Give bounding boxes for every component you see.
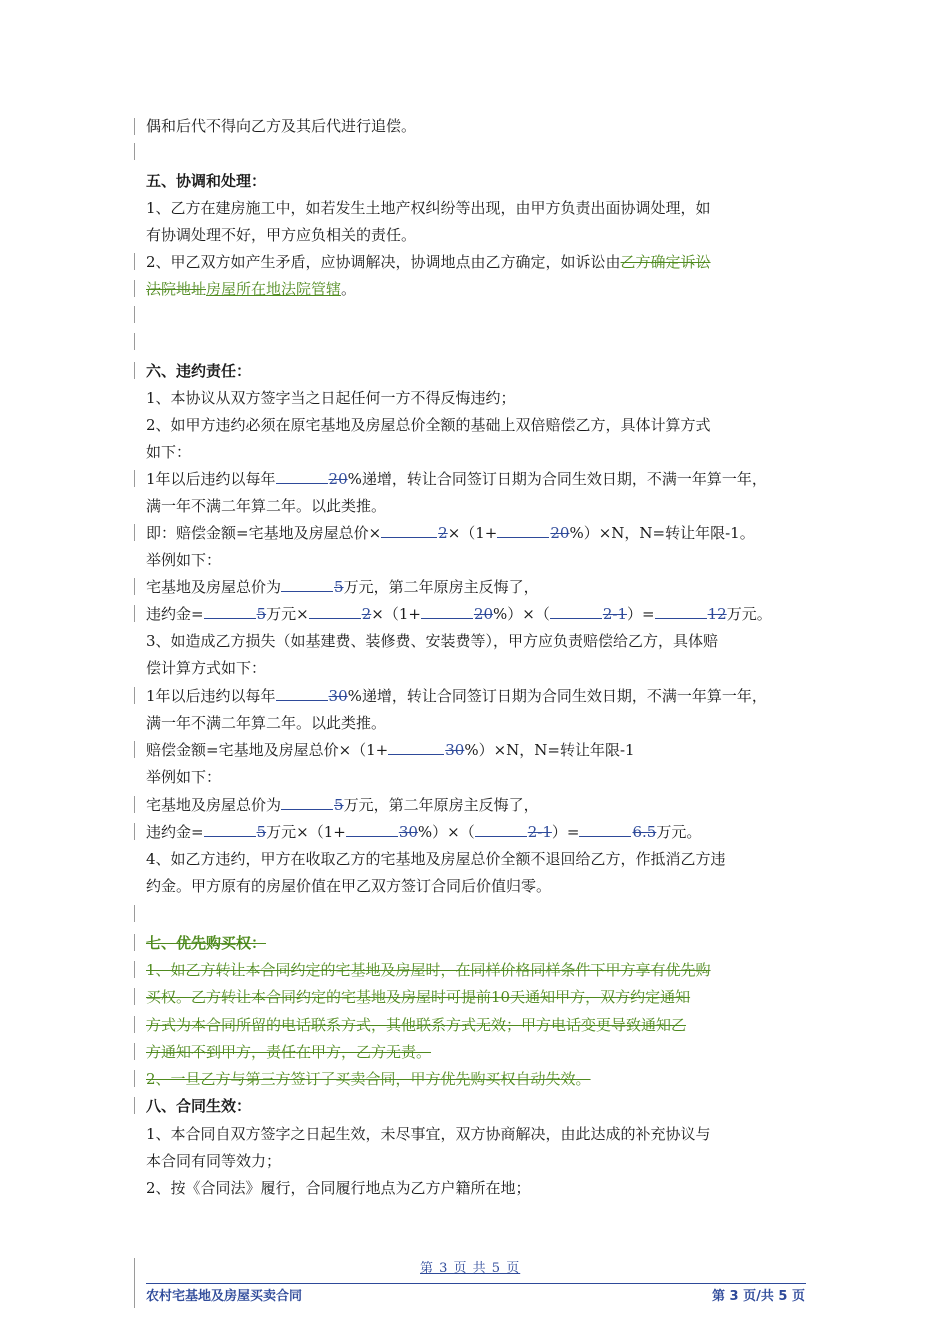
blank-value: 5 bbox=[334, 796, 344, 814]
fill-blank bbox=[276, 686, 328, 701]
change-bar bbox=[134, 687, 135, 704]
footer-page-count: 第 3 页/共 5 页 bbox=[712, 1289, 805, 1304]
text-line: 偶和后代不得向乙方及其后代进行追偿。 bbox=[146, 117, 417, 135]
text-line: 1、本合同自双方签字之日起生效，未尽事宜，双方协商解决，由此达成的补充协议与 bbox=[146, 1125, 711, 1143]
text-span: 2、甲乙双方如产生矛盾，应协调解决，协调地点由乙方确定，如诉讼由 bbox=[146, 253, 621, 271]
text-line bbox=[146, 740, 635, 760]
text-line: 有协调处理不好，甲方应负相关的责任。 bbox=[146, 226, 417, 244]
change-bar bbox=[134, 524, 135, 541]
change-bar bbox=[134, 961, 135, 978]
text-span: 万元×（1+ bbox=[266, 823, 346, 841]
change-bar bbox=[134, 1097, 135, 1114]
blank-value: 30 bbox=[328, 687, 348, 705]
text-line: 2、如甲方违约必须在原宅基地及房屋总价全额的基础上双倍赔偿乙方，具体计算方式 bbox=[146, 416, 711, 434]
fill-blank bbox=[281, 577, 333, 592]
text-span: 万元，第二年原房主反悔了， bbox=[343, 578, 539, 596]
change-bar bbox=[134, 143, 135, 160]
text-span: %）×N，N=转让年限-1。 bbox=[569, 524, 755, 542]
text-span: %）×N，N=转让年限-1 bbox=[464, 741, 635, 759]
change-bar bbox=[134, 578, 135, 595]
section-heading-8: 八、合同生效： bbox=[146, 1097, 252, 1115]
fill-blank bbox=[281, 795, 333, 810]
text-line: 3、如造成乙方损失（如基建费、装修费、安装费等），甲方应负责赔偿给乙方，具体赔 bbox=[146, 632, 719, 650]
fill-blank bbox=[655, 604, 707, 619]
blank-value: 2 bbox=[438, 524, 448, 542]
change-bar bbox=[134, 253, 135, 270]
text-line bbox=[146, 469, 767, 489]
text-span: 宅基地及房屋总价为 bbox=[146, 578, 282, 596]
fill-blank bbox=[309, 604, 361, 619]
fill-blank bbox=[579, 822, 631, 837]
change-bar bbox=[134, 605, 135, 622]
change-bar bbox=[134, 741, 135, 758]
text-line bbox=[146, 686, 767, 706]
deleted-text-line: 方通知不到甲方，责任在甲方，乙方无责。 bbox=[146, 1043, 432, 1061]
text-line bbox=[146, 252, 711, 272]
change-bar bbox=[134, 362, 135, 379]
blank-value: 20 bbox=[473, 605, 494, 623]
text-line: 举例如下： bbox=[146, 551, 222, 569]
text-span: %）×（ bbox=[493, 605, 550, 623]
text-line: 1、乙方在建房施工中，如若发生土地产权纠纷等出现，由甲方负责出面协调处理，如 bbox=[146, 199, 711, 217]
text-line bbox=[146, 577, 539, 597]
blank-value: 2-1 bbox=[527, 823, 552, 841]
blank-value: 30 bbox=[445, 741, 465, 759]
text-line: 如下： bbox=[146, 443, 192, 461]
fill-blank bbox=[204, 822, 256, 837]
text-line: 1、本协议从双方签字当之日起任何一方不得反悔违约； bbox=[146, 389, 516, 407]
fill-blank bbox=[204, 604, 256, 619]
blank-value: 20 bbox=[550, 524, 570, 542]
fill-blank bbox=[497, 523, 549, 538]
text-line bbox=[146, 523, 755, 543]
text-span: ×（1+ bbox=[371, 605, 421, 623]
text-span: 违约金= bbox=[146, 823, 204, 841]
change-bar bbox=[134, 470, 135, 487]
change-bar bbox=[134, 796, 135, 813]
blank-value: 5 bbox=[256, 823, 267, 841]
change-bar bbox=[134, 934, 135, 951]
text-span: 赔偿金额=宅基地及房屋总价×（1+ bbox=[146, 741, 389, 759]
fill-blank bbox=[381, 523, 437, 538]
text-line: 满一年不满二年算二年。以此类推。 bbox=[146, 714, 387, 732]
change-bar bbox=[134, 1016, 135, 1033]
text-span: 宅基地及房屋总价为 bbox=[146, 796, 282, 814]
blank-value: 12 bbox=[707, 605, 727, 623]
text-line bbox=[146, 279, 356, 299]
footer-divider bbox=[146, 1283, 806, 1284]
fill-blank bbox=[388, 740, 444, 755]
blank-value: 5 bbox=[334, 578, 344, 596]
footer-change-bar bbox=[134, 1258, 135, 1308]
text-span: 万元，第二年原房主反悔了， bbox=[343, 796, 539, 814]
text-line bbox=[146, 795, 539, 815]
text-span: %递增，转让合同签订日期为合同生效日期，不满一年算一年， bbox=[347, 470, 767, 488]
section-heading-7-deleted: 七、优先购买权： bbox=[146, 934, 267, 952]
fill-blank bbox=[475, 822, 527, 837]
change-bar bbox=[134, 306, 135, 323]
text-line: 约金。甲方原有的房屋价值在甲乙双方签订合同后价值归零。 bbox=[146, 877, 552, 895]
text-line bbox=[146, 604, 772, 624]
text-span: 即：赔偿金额=宅基地及房屋总价× bbox=[146, 524, 382, 542]
deleted-text-line: 买权。乙方转让本合同约定的宅基地及房屋时可提前10天通知甲方，双方约定通知 bbox=[146, 988, 691, 1006]
change-bar bbox=[134, 1043, 135, 1060]
text-span: %）×（ bbox=[417, 823, 475, 841]
text-span: 万元× bbox=[266, 605, 309, 623]
blank-value: 20 bbox=[328, 470, 348, 488]
text-line: 满一年不满二年算二年。以此类推。 bbox=[146, 497, 387, 515]
text-line: 本合同有同等效力； bbox=[146, 1152, 282, 1170]
text-span: ×（1+ bbox=[447, 524, 498, 542]
text-span: ）= bbox=[551, 823, 580, 841]
change-bar bbox=[134, 988, 135, 1005]
deleted-text: 法院地址 bbox=[146, 280, 207, 298]
text-span: 1年以后违约以每年 bbox=[146, 470, 276, 488]
fill-blank bbox=[550, 604, 602, 619]
deleted-text-line: 方式为本合同所留的电话联系方式，其他联系方式无效；甲方电话变更导致通知乙 bbox=[146, 1016, 687, 1034]
fill-blank bbox=[276, 469, 328, 484]
text-span: 万元。 bbox=[726, 605, 772, 623]
deleted-text: 乙方确定诉讼 bbox=[620, 253, 711, 271]
deleted-text-line: 1、如乙方转让本合同约定的宅基地及房屋时，在同样价格同样条件下甲方享有优先购 bbox=[146, 961, 711, 979]
change-bar bbox=[134, 118, 135, 135]
text-span: ）= bbox=[627, 605, 655, 623]
change-bar bbox=[134, 333, 135, 350]
footer-page-number: 第 3 页 共 5 页 bbox=[420, 1261, 521, 1276]
text-span: 违约金= bbox=[146, 605, 204, 623]
section-heading-5: 五、协调和处理： bbox=[146, 172, 267, 190]
change-bar bbox=[134, 1070, 135, 1087]
text-line: 举例如下： bbox=[146, 768, 222, 786]
section-heading-6: 六、违约责任： bbox=[146, 362, 252, 380]
change-bar bbox=[134, 823, 135, 840]
change-bar bbox=[134, 905, 135, 922]
text-line: 2、按《合同法》履行，合同履行地点为乙方户籍所在地； bbox=[146, 1179, 531, 1197]
blank-value: 2 bbox=[361, 605, 372, 623]
text-span: 1年以后违约以每年 bbox=[146, 687, 276, 705]
inserted-text: 房屋所在地法院管辖 bbox=[206, 280, 342, 298]
text-line bbox=[146, 822, 701, 842]
text-line: 偿计算方式如下： bbox=[146, 659, 267, 677]
deleted-text-line: 2、一旦乙方与第三方签订了买卖合同，甲方优先购买权自动失效。 bbox=[146, 1070, 591, 1088]
blank-value: 5 bbox=[256, 605, 267, 623]
text-span: 。 bbox=[341, 280, 357, 298]
change-bar bbox=[134, 280, 135, 297]
blank-value: 2-1 bbox=[602, 605, 628, 623]
blank-value: 6.5 bbox=[632, 823, 657, 841]
text-span: 万元。 bbox=[656, 823, 702, 841]
text-span: %递增，转让合同签订日期为合同生效日期，不满一年算一年， bbox=[347, 687, 767, 705]
text-line: 4、如乙方违约，甲方在收取乙方的宅基地及房屋总价全额不退回给乙方，作抵消乙方违 bbox=[146, 850, 726, 868]
footer-document-title: 农村宅基地及房屋买卖合同 bbox=[146, 1289, 303, 1304]
blank-value: 30 bbox=[398, 823, 418, 841]
fill-blank bbox=[421, 604, 473, 619]
fill-blank bbox=[346, 822, 398, 837]
